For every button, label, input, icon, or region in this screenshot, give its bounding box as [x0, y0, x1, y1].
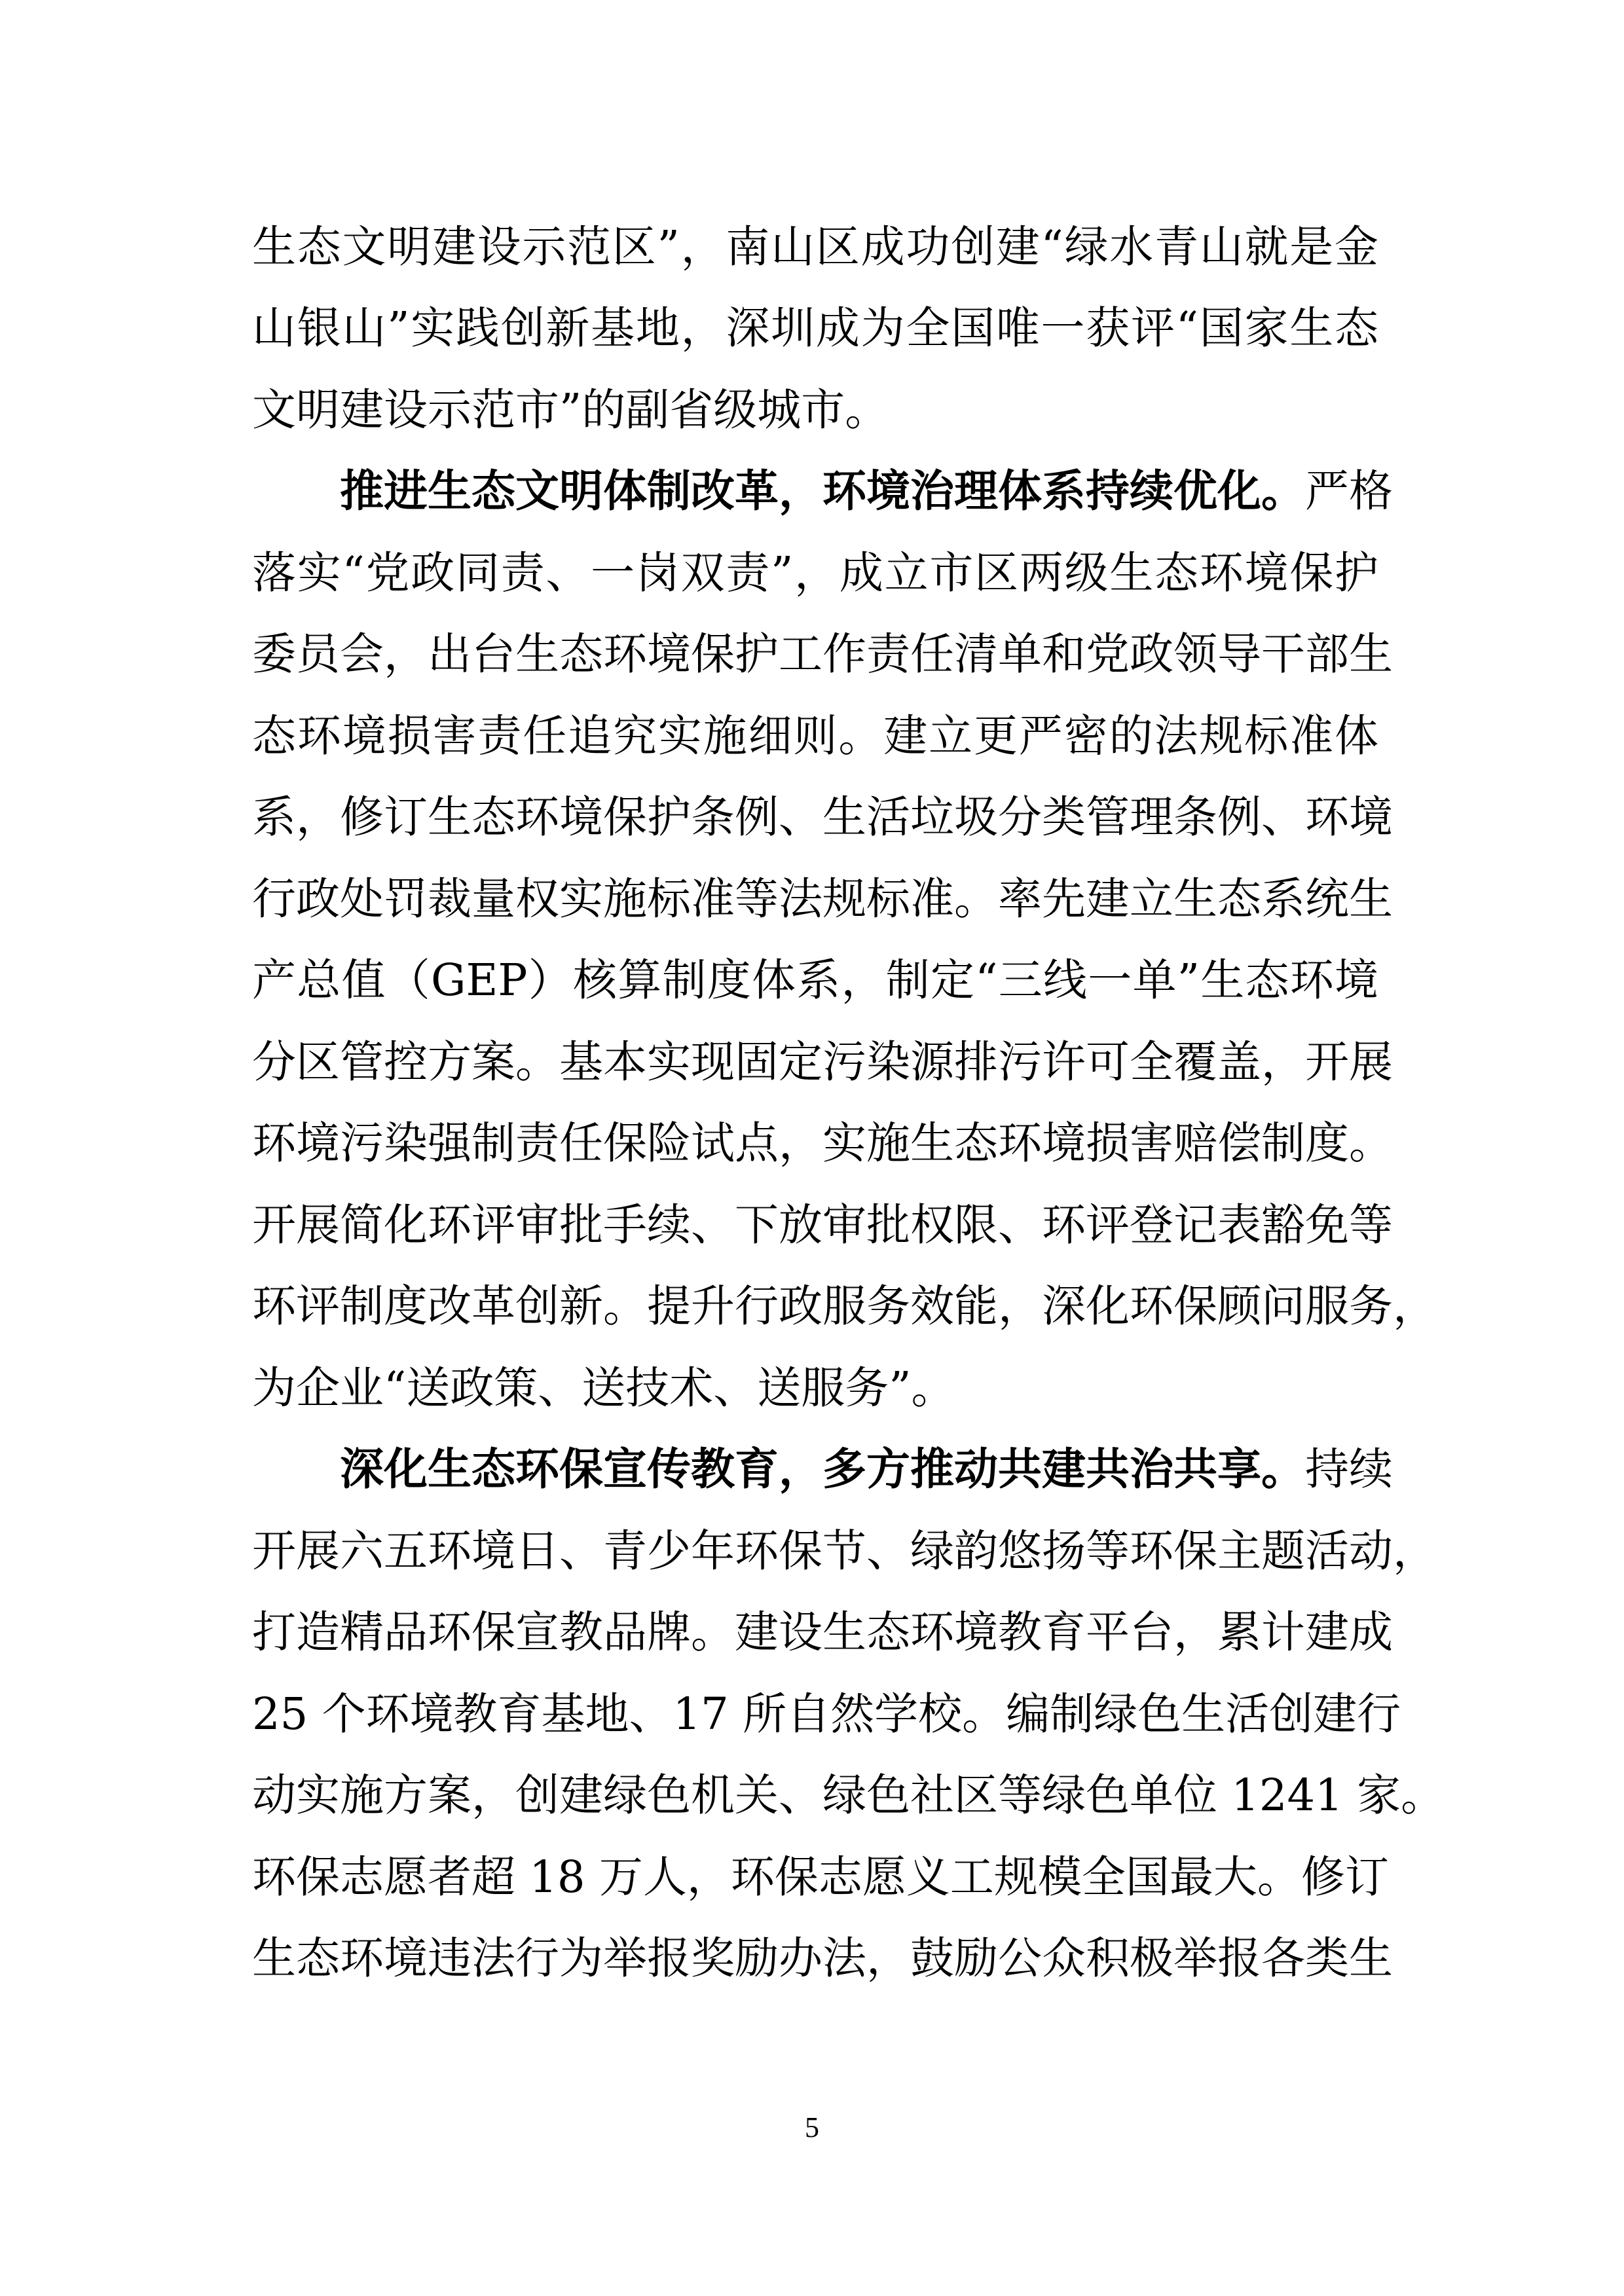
paragraph-2-line: 环评制度改革创新。提升行政服务效能，深化环保顾问服务， [252, 1281, 1437, 1332]
paragraph-3-line: 25 个环境教育基地、17 所自然学校。编制绿色生活创建行 [252, 1688, 1401, 1740]
paragraph-2-line: 产总值（GEP）核算制度体系，制定“三线一单”生态环境 [252, 955, 1378, 1006]
paragraph-2-line: 委员会，出台生态环境保护工作责任清单和党政领导干部生 [252, 629, 1393, 680]
paragraph-2-line: 分区管控方案。基本实现固定污染源排污许可全覆盖，开展 [252, 1036, 1393, 1087]
paragraph-3-line: 动实施方案，创建绿色机关、绿色社区等绿色单位 1241 家。 [252, 1770, 1445, 1821]
paragraph-1-line-3: 文明建设示范市”的副省级城市。 [252, 384, 889, 435]
paragraph-2-line: 开展简化环评审批手续、下放审批权限、环评登记表豁免等 [252, 1199, 1393, 1250]
paragraph-2-line: 落实“党政同责、一岗双责”，成立市区两级生态环境保护 [252, 547, 1378, 598]
paragraph-3-first-line [340, 1443, 1393, 1495]
paragraph-2-line: 系，修订生态环境保护条例、生活垃圾分类管理条例、环境 [252, 792, 1393, 843]
paragraph-2-line: 态环境损害责任追究实施细则。建立更严密的法规标准体 [252, 710, 1378, 761]
paragraph-1-line-1: 生态文明建设示范区”，南山区成功创建“绿水青山就是金 [252, 221, 1378, 272]
paragraph-2-heading: 推进生态文明体制改革，环境治理体系持续优化。 [340, 465, 1305, 517]
paragraph-3-line: 生态环境违法行为举报奖励办法，鼓励公众积极举报各类生 [252, 1933, 1393, 1984]
page-number: 5 [805, 2111, 819, 2143]
paragraph-2-line: 为企业“送政策、送技术、送服务”。 [252, 1362, 955, 1413]
paragraph-2-first-line-rest: 严格 [1305, 465, 1393, 517]
paragraph-2-first-line [340, 465, 1393, 517]
paragraph-2-line: 行政处罚裁量权实施标准等法规标准。率先建立生态系统生 [252, 873, 1393, 924]
paragraph-3-line: 开展六五环境日、青少年环保节、绿韵悠扬等环保主题活动， [252, 1525, 1437, 1576]
paragraph-3-line: 环保志愿者超 18 万人，环保志愿义工规模全国最大。修订 [252, 1851, 1389, 1903]
paragraph-2-line: 环境污染强制责任保险试点，实施生态环境损害赔偿制度。 [252, 1118, 1393, 1169]
paragraph-3-first-line-rest: 持续 [1305, 1444, 1393, 1495]
paragraph-1-line-2: 山银山”实践创新基地，深圳成为全国唯一获评“国家生态 [252, 302, 1378, 354]
paragraph-3-heading: 深化生态环保宣传教育，多方推动共建共治共享。 [340, 1443, 1305, 1495]
paragraph-3-line: 打造精品环保宣教品牌。建设生态环境教育平台，累计建成 [252, 1607, 1393, 1658]
